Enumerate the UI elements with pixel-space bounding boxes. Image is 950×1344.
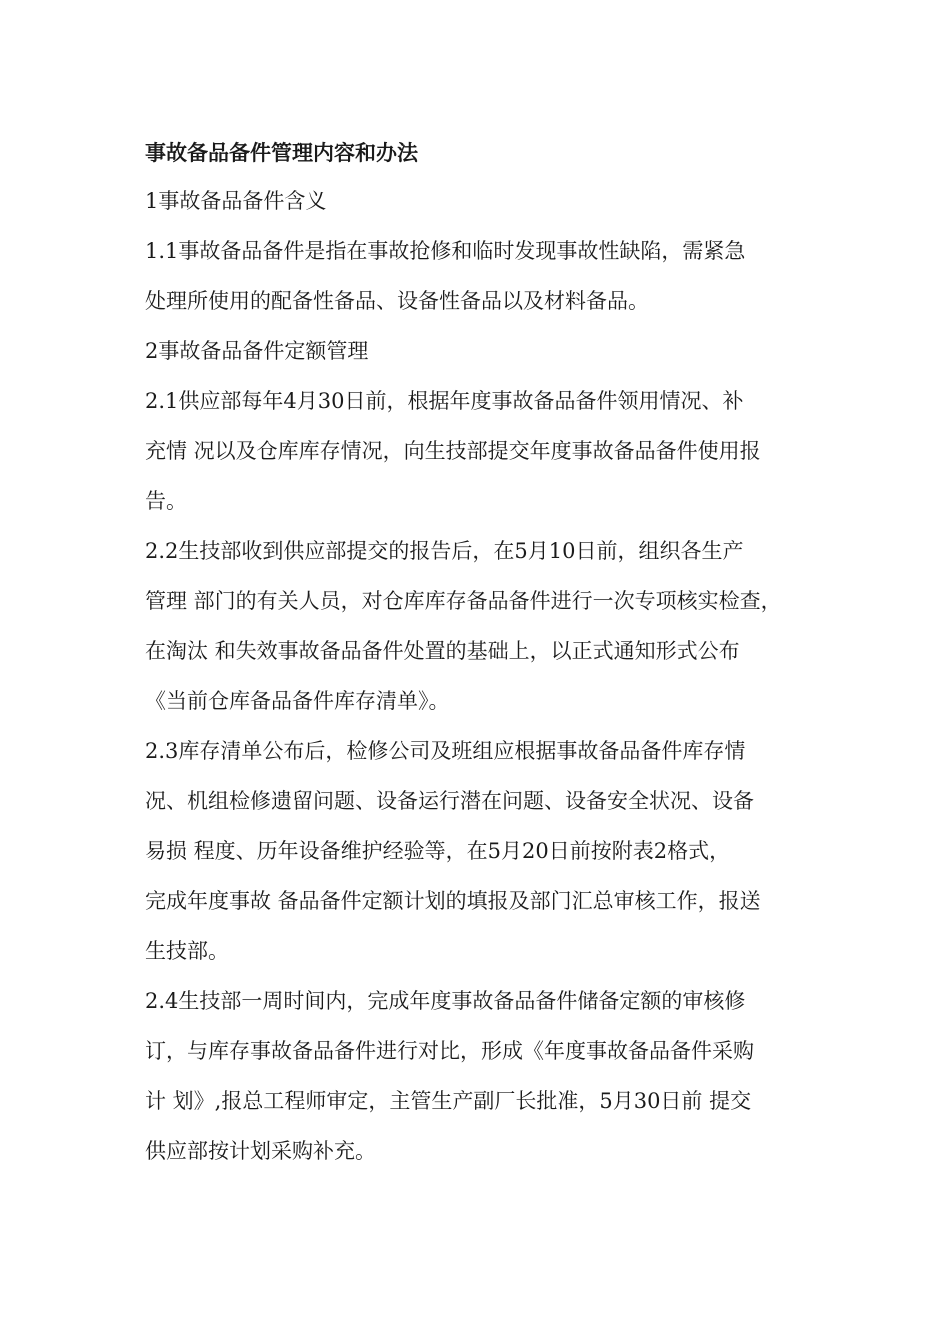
paragraph-line: 2.2生技部收到供应部提交的报告后，在5月10日前，组织各生产 [145, 539, 744, 563]
paragraph-line: 生技部。 [145, 939, 229, 963]
paragraph-line: 易损 程度、历年设备维护经验等，在5月20日前按附表2格式， [145, 839, 731, 863]
paragraph-line: 供应部按计划采购补充。 [145, 1139, 376, 1163]
paragraph-line: 1.1事故备品备件是指在事故抢修和临时发现事故性缺陷，需紧急 [145, 239, 746, 263]
paragraph-line: 在淘汰 和失效事故备品备件处置的基础上，以正式通知形式公布 [145, 639, 740, 663]
heading-1: 1事故备品备件含义 [145, 189, 327, 213]
document-title: 事故备品备件管理内容和办法 [145, 140, 418, 165]
paragraph-line: 《当前仓库备品备件库存清单》。 [145, 689, 450, 713]
paragraph-line: 计 划》,报总工程师审定，主管生产副厂长批准，5月30日前 提交 [145, 1089, 752, 1113]
paragraph-line: 2.1供应部每年4月30日前，根据年度事故备品备件领用情况、补 [145, 389, 744, 413]
paragraph-line: 况、机组检修遗留问题、设备运行潜在问题、设备安全状况、设备 [145, 789, 754, 813]
paragraph-line: 2.4生技部一周时间内，完成年度事故备品备件储备定额的审核修 [145, 989, 746, 1013]
paragraph-line: 2.3库存清单公布后，检修公司及班组应根据事故备品备件库存情 [145, 739, 746, 763]
paragraph-line: 订，与库存事故备品备件进行对比，形成《年度事故备品备件采购 [145, 1039, 754, 1063]
paragraph-line: 管理 部门的有关人员，对仓库库存备品备件进行一次专项核实检查， [145, 589, 782, 613]
heading-2: 2事故备品备件定额管理 [145, 339, 369, 363]
paragraph-line: 处理所使用的配备性备品、设备性备品以及材料备品。 [145, 289, 649, 313]
paragraph-line: 充情 况以及仓库库存情况，向生技部提交年度事故备品备件使用报 [145, 439, 761, 463]
paragraph-line: 告。 [145, 489, 187, 513]
paragraph-line: 完成年度事故 备品备件定额计划的填报及部门汇总审核工作，报送 [145, 889, 761, 913]
